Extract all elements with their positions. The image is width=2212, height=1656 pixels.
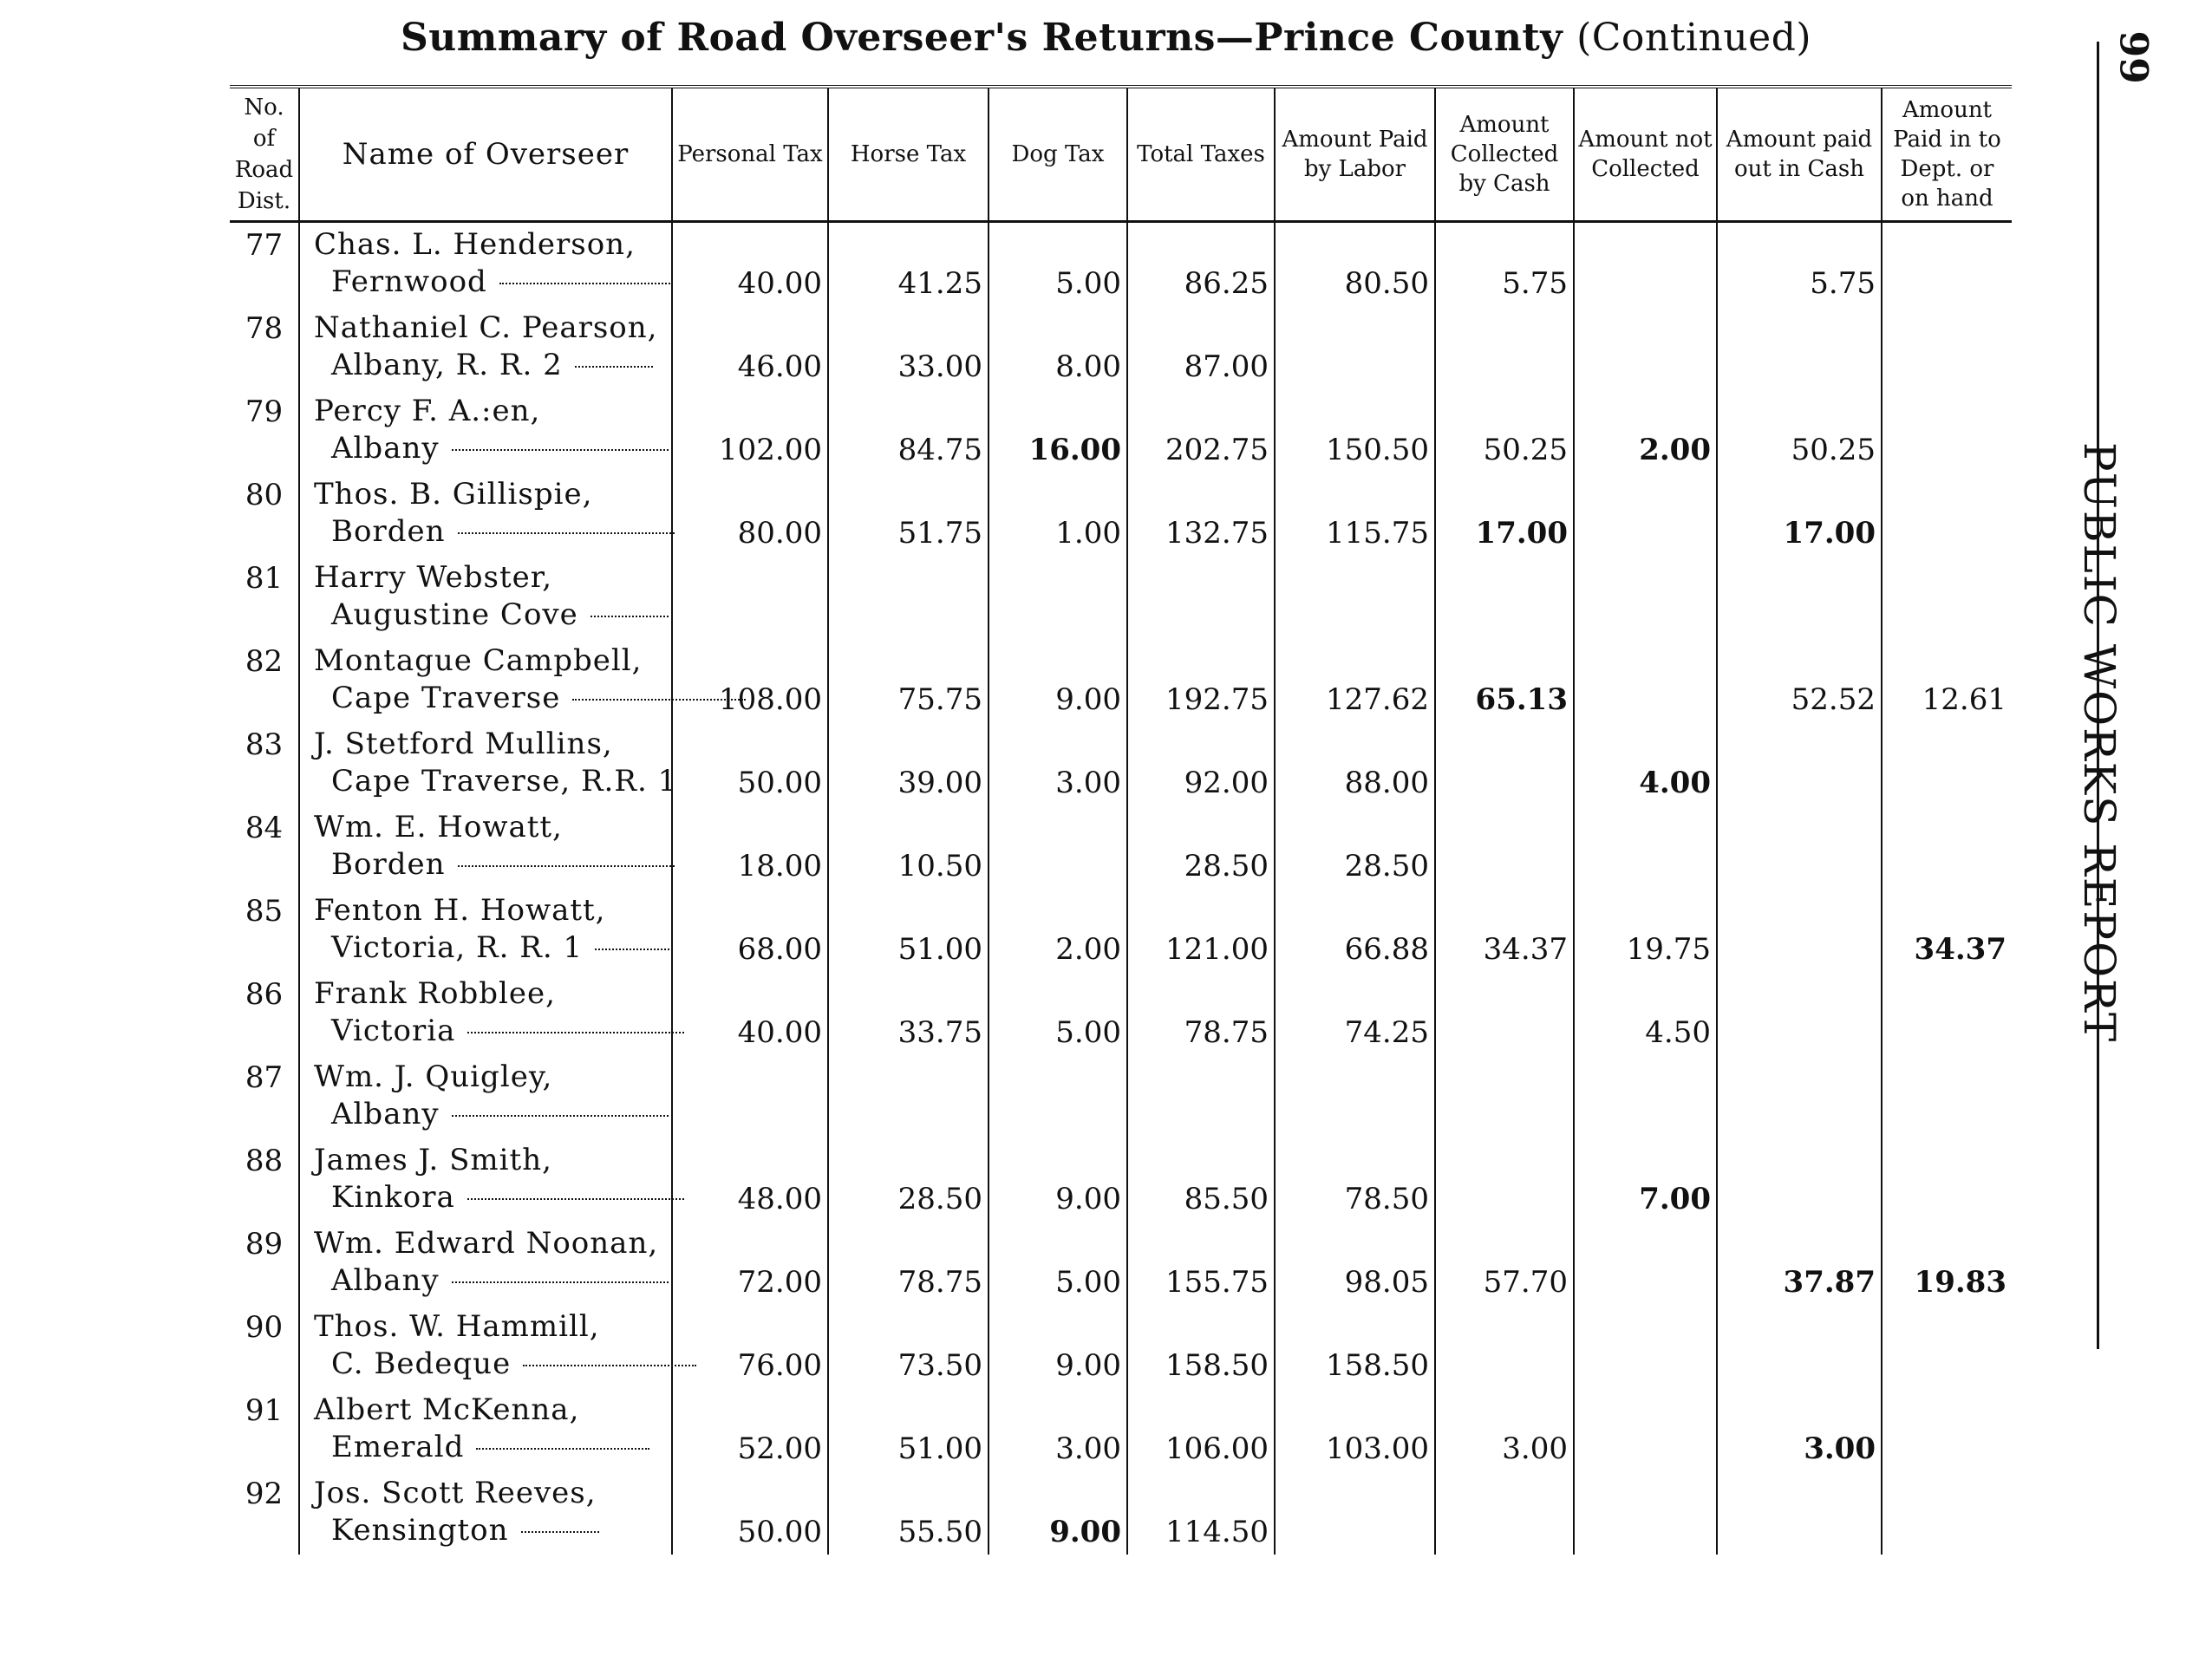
personal-tax: 50.00 xyxy=(672,1471,828,1555)
table-row xyxy=(230,1055,2012,1138)
paid-by-labor: 115.75 xyxy=(1275,473,1435,556)
total-taxes: 92.00 xyxy=(1127,722,1275,805)
row-number: 81 xyxy=(245,561,284,596)
not-collected xyxy=(1574,222,1717,307)
overseer-name: J. Stetford Mullins, xyxy=(314,727,613,761)
overseer-name: James J. Smith, xyxy=(314,1143,552,1177)
overseer-place: Albany xyxy=(314,1262,666,1300)
paid-to-dept: 19.83 xyxy=(1882,1222,2012,1305)
dog-tax: 8.00 xyxy=(989,306,1127,389)
dog-tax: 16.00 xyxy=(989,389,1127,473)
personal-tax: 108.00 xyxy=(672,639,828,722)
table-row xyxy=(230,556,2012,639)
horse-tax: 41.25 xyxy=(828,222,989,307)
paid-by-labor: 74.25 xyxy=(1275,972,1435,1055)
dog-tax: 5.00 xyxy=(989,1222,1127,1305)
not-collected xyxy=(1574,306,1717,389)
overseer-place: Albany, R. R. 2 xyxy=(314,347,666,384)
horse-tax: 78.75 xyxy=(828,1222,989,1305)
overseer-cell xyxy=(299,1471,672,1555)
dog-tax: 9.00 xyxy=(989,1138,1127,1222)
title-main: Summary of Road Overseer's Returns—Prince County xyxy=(400,16,1563,60)
row-number: 77 xyxy=(245,228,284,263)
overseer-cell xyxy=(299,389,672,473)
paid-by-labor xyxy=(1275,556,1435,639)
overseer-cell xyxy=(299,1388,672,1471)
page-number: 99 xyxy=(2111,30,2156,84)
paid-to-dept: 34.37 xyxy=(1882,889,2012,972)
paid-out-cash xyxy=(1717,1471,1882,1555)
not-collected xyxy=(1574,556,1717,639)
overseer-place: Borden xyxy=(314,513,666,551)
dog-tax: 5.00 xyxy=(989,222,1127,307)
total-taxes: 158.50 xyxy=(1127,1305,1275,1388)
dog-tax: 9.00 xyxy=(989,1471,1127,1555)
paid-to-dept xyxy=(1882,972,2012,1055)
header-name: Name of Overseer xyxy=(299,87,672,222)
paid-by-labor: 127.62 xyxy=(1275,639,1435,722)
row-number: 91 xyxy=(245,1393,284,1428)
collected-by-cash: 34.37 xyxy=(1435,889,1574,972)
row-number: 90 xyxy=(245,1310,284,1345)
collected-by-cash: 5.75 xyxy=(1435,222,1574,307)
overseer-place: C. Bedeque xyxy=(314,1346,666,1383)
overseer-cell xyxy=(299,1305,672,1388)
overseer-place: Victoria xyxy=(314,1013,666,1050)
personal-tax: 52.00 xyxy=(672,1388,828,1471)
overseer-place: Augustine Cove xyxy=(314,597,666,634)
row-number: 78 xyxy=(245,311,284,346)
paid-out-cash xyxy=(1717,889,1882,972)
table-row xyxy=(230,1305,2012,1388)
dog-tax xyxy=(989,556,1127,639)
overseer-cell xyxy=(299,972,672,1055)
row-number: 89 xyxy=(245,1227,284,1262)
overseer-name: Thos. W. Hammill, xyxy=(314,1309,600,1344)
table-row xyxy=(230,1388,2012,1471)
overseer-name: Albert McKenna, xyxy=(314,1392,580,1427)
overseer-place: Kinkora xyxy=(314,1179,666,1216)
table-row xyxy=(230,473,2012,556)
table-row xyxy=(230,805,2012,889)
overseer-place: Fernwood xyxy=(314,264,666,301)
row-number: 84 xyxy=(245,811,284,845)
paid-to-dept xyxy=(1882,556,2012,639)
total-taxes: 132.75 xyxy=(1127,473,1275,556)
collected-by-cash xyxy=(1435,722,1574,805)
paid-out-cash: 37.87 xyxy=(1717,1222,1882,1305)
not-collected xyxy=(1574,473,1717,556)
horse-tax: 73.50 xyxy=(828,1305,989,1388)
horse-tax: 84.75 xyxy=(828,389,989,473)
horse-tax: 51.00 xyxy=(828,1388,989,1471)
row-number: 87 xyxy=(245,1060,284,1095)
paid-to-dept xyxy=(1882,805,2012,889)
not-collected: 19.75 xyxy=(1574,889,1717,972)
overseer-cell xyxy=(299,639,672,722)
overseer-place: Albany xyxy=(314,1096,666,1133)
overseer-cell xyxy=(299,556,672,639)
not-collected xyxy=(1574,1388,1717,1471)
personal-tax: 50.00 xyxy=(672,722,828,805)
collected-by-cash xyxy=(1435,306,1574,389)
header-paid-out-cash: Amount paid out in Cash xyxy=(1717,87,1882,222)
horse-tax xyxy=(828,1055,989,1138)
row-number: 85 xyxy=(245,894,284,929)
paid-out-cash xyxy=(1717,722,1882,805)
horse-tax: 28.50 xyxy=(828,1138,989,1222)
overseer-cell xyxy=(299,805,672,889)
table-row xyxy=(230,306,2012,389)
paid-out-cash: 50.25 xyxy=(1717,389,1882,473)
table-body xyxy=(230,222,2012,1555)
overseer-cell xyxy=(299,222,672,307)
table-row xyxy=(230,889,2012,972)
overseer-cell xyxy=(299,889,672,972)
table-row xyxy=(230,639,2012,722)
header-not-collected: Amount not Collected xyxy=(1574,87,1717,222)
overseer-name: Thos. B. Gillispie, xyxy=(314,477,593,512)
horse-tax: 39.00 xyxy=(828,722,989,805)
header-collected-by-cash: Amount Collected by Cash xyxy=(1435,87,1574,222)
row-number: 86 xyxy=(245,977,284,1012)
not-collected xyxy=(1574,1305,1717,1388)
dog-tax: 9.00 xyxy=(989,639,1127,722)
not-collected xyxy=(1574,639,1717,722)
overseer-place: Cape Traverse xyxy=(314,680,666,717)
collected-by-cash: 50.25 xyxy=(1435,389,1574,473)
total-taxes: 192.75 xyxy=(1127,639,1275,722)
total-taxes: 86.25 xyxy=(1127,222,1275,307)
personal-tax: 48.00 xyxy=(672,1138,828,1222)
overseer-name: Chas. L. Henderson, xyxy=(314,227,636,262)
not-collected: 7.00 xyxy=(1574,1138,1717,1222)
paid-out-cash xyxy=(1717,556,1882,639)
not-collected: 4.50 xyxy=(1574,972,1717,1055)
paid-by-labor: 158.50 xyxy=(1275,1305,1435,1388)
total-taxes: 155.75 xyxy=(1127,1222,1275,1305)
overseer-cell xyxy=(299,1222,672,1305)
paid-out-cash xyxy=(1717,1055,1882,1138)
dog-tax: 2.00 xyxy=(989,889,1127,972)
horse-tax xyxy=(828,556,989,639)
overseer-name: Jos. Scott Reeves, xyxy=(314,1476,597,1510)
collected-by-cash: 3.00 xyxy=(1435,1388,1574,1471)
overseer-place: Emerald xyxy=(314,1429,666,1466)
row-number: 88 xyxy=(245,1144,284,1178)
personal-tax: 80.00 xyxy=(672,473,828,556)
header-no: No. of Road Dist. xyxy=(230,87,299,222)
total-taxes: 202.75 xyxy=(1127,389,1275,473)
paid-to-dept xyxy=(1882,1305,2012,1388)
personal-tax: 40.00 xyxy=(672,972,828,1055)
table-row xyxy=(230,1222,2012,1305)
horse-tax: 10.50 xyxy=(828,805,989,889)
row-number: 79 xyxy=(245,394,284,429)
table-row xyxy=(230,1471,2012,1555)
horse-tax: 75.75 xyxy=(828,639,989,722)
total-taxes: 121.00 xyxy=(1127,889,1275,972)
paid-out-cash xyxy=(1717,972,1882,1055)
dog-tax: 1.00 xyxy=(989,473,1127,556)
overseer-cell xyxy=(299,1055,672,1138)
title-continued: (Continued) xyxy=(1576,16,1812,60)
dog-tax: 3.00 xyxy=(989,722,1127,805)
paid-by-labor: 28.50 xyxy=(1275,805,1435,889)
header-dog-tax: Dog Tax xyxy=(989,87,1127,222)
running-head: PUBLIC WORKS REPORT xyxy=(2074,442,2124,1044)
total-taxes: 114.50 xyxy=(1127,1471,1275,1555)
paid-to-dept xyxy=(1882,473,2012,556)
table-row xyxy=(230,389,2012,473)
header-row xyxy=(230,87,2012,222)
row-number: 92 xyxy=(245,1477,284,1511)
overseer-cell xyxy=(299,306,672,389)
paid-to-dept xyxy=(1882,1471,2012,1555)
table-row xyxy=(230,222,2012,307)
dog-tax xyxy=(989,1055,1127,1138)
personal-tax xyxy=(672,1055,828,1138)
paid-to-dept xyxy=(1882,722,2012,805)
paid-out-cash: 5.75 xyxy=(1717,222,1882,307)
horse-tax: 55.50 xyxy=(828,1471,989,1555)
collected-by-cash xyxy=(1435,1471,1574,1555)
paid-by-labor: 78.50 xyxy=(1275,1138,1435,1222)
overseer-name: Wm. E. Howatt, xyxy=(314,810,563,844)
overseer-name: Nathaniel C. Pearson, xyxy=(314,310,658,345)
dog-tax: 3.00 xyxy=(989,1388,1127,1471)
overseer-name: Wm. Edward Noonan, xyxy=(314,1226,659,1261)
personal-tax xyxy=(672,556,828,639)
overseer-place: Kensington xyxy=(314,1512,666,1549)
not-collected: 2.00 xyxy=(1574,389,1717,473)
total-taxes: 87.00 xyxy=(1127,306,1275,389)
paid-out-cash: 3.00 xyxy=(1717,1388,1882,1471)
overseer-cell xyxy=(299,473,672,556)
overseer-name: Percy F. A.:en, xyxy=(314,394,541,428)
page-title xyxy=(0,16,2212,60)
table-row xyxy=(230,972,2012,1055)
dog-tax: 9.00 xyxy=(989,1305,1127,1388)
header-paid-to-dept: Amount Paid in to Dept. or on hand xyxy=(1882,87,2012,222)
overseer-place: Cape Traverse, R.R. 1 xyxy=(331,764,678,799)
paid-out-cash xyxy=(1717,1138,1882,1222)
header-personal-tax: Personal Tax xyxy=(672,87,828,222)
collected-by-cash xyxy=(1435,1305,1574,1388)
paid-by-labor xyxy=(1275,1055,1435,1138)
paid-by-labor xyxy=(1275,1471,1435,1555)
paid-by-labor: 150.50 xyxy=(1275,389,1435,473)
personal-tax: 72.00 xyxy=(672,1222,828,1305)
personal-tax: 46.00 xyxy=(672,306,828,389)
header-total-taxes: Total Taxes xyxy=(1127,87,1275,222)
overseer-name: Frank Robblee, xyxy=(314,976,556,1011)
paid-to-dept xyxy=(1882,306,2012,389)
total-taxes: 106.00 xyxy=(1127,1388,1275,1471)
paid-by-labor: 66.88 xyxy=(1275,889,1435,972)
horse-tax: 51.00 xyxy=(828,889,989,972)
dog-tax: 5.00 xyxy=(989,972,1127,1055)
paid-by-labor: 80.50 xyxy=(1275,222,1435,307)
not-collected xyxy=(1574,1471,1717,1555)
horse-tax: 33.00 xyxy=(828,306,989,389)
overseer-name: Montague Campbell, xyxy=(314,643,643,678)
total-taxes xyxy=(1127,1055,1275,1138)
overseer-place: Albany xyxy=(314,430,666,467)
collected-by-cash: 17.00 xyxy=(1435,473,1574,556)
overseer-name: Fenton H. Howatt, xyxy=(314,893,606,928)
personal-tax: 18.00 xyxy=(672,805,828,889)
collected-by-cash xyxy=(1435,556,1574,639)
overseer-name: Harry Webster, xyxy=(314,560,553,595)
overseer-place: Borden xyxy=(314,846,666,883)
horse-tax: 51.75 xyxy=(828,473,989,556)
not-collected: 4.00 xyxy=(1574,722,1717,805)
row-number: 82 xyxy=(245,644,284,679)
header-paid-by-labor: Amount Paid by Labor xyxy=(1275,87,1435,222)
paid-by-labor xyxy=(1275,306,1435,389)
header-horse-tax: Horse Tax xyxy=(828,87,989,222)
collected-by-cash: 65.13 xyxy=(1435,639,1574,722)
paid-to-dept xyxy=(1882,1388,2012,1471)
paid-out-cash xyxy=(1717,1305,1882,1388)
dog-tax xyxy=(989,805,1127,889)
overseer-cell xyxy=(299,1138,672,1222)
paid-by-labor: 103.00 xyxy=(1275,1388,1435,1471)
paid-out-cash: 17.00 xyxy=(1717,473,1882,556)
paid-to-dept xyxy=(1882,222,2012,307)
not-collected xyxy=(1574,805,1717,889)
not-collected xyxy=(1574,1222,1717,1305)
collected-by-cash xyxy=(1435,1138,1574,1222)
personal-tax: 102.00 xyxy=(672,389,828,473)
table-row xyxy=(230,722,2012,805)
row-number: 83 xyxy=(245,727,284,762)
horse-tax: 33.75 xyxy=(828,972,989,1055)
row-number: 80 xyxy=(245,478,284,512)
paid-by-labor: 98.05 xyxy=(1275,1222,1435,1305)
paid-to-dept xyxy=(1882,1055,2012,1138)
collected-by-cash xyxy=(1435,1055,1574,1138)
total-taxes: 28.50 xyxy=(1127,805,1275,889)
overseer-place: Victoria, R. R. 1 xyxy=(314,929,666,967)
overseer-returns-table xyxy=(230,85,2012,1555)
collected-by-cash xyxy=(1435,805,1574,889)
collected-by-cash xyxy=(1435,972,1574,1055)
paid-to-dept xyxy=(1882,1138,2012,1222)
overseer-name: Wm. J. Quigley, xyxy=(314,1059,553,1094)
paid-out-cash xyxy=(1717,805,1882,889)
personal-tax: 76.00 xyxy=(672,1305,828,1388)
overseer-cell xyxy=(299,722,678,805)
paid-to-dept: 12.61 xyxy=(1882,639,2012,722)
total-taxes: 78.75 xyxy=(1127,972,1275,1055)
paid-out-cash xyxy=(1717,306,1882,389)
table-row xyxy=(230,1138,2012,1222)
total-taxes xyxy=(1127,556,1275,639)
personal-tax: 68.00 xyxy=(672,889,828,972)
paid-out-cash: 52.52 xyxy=(1717,639,1882,722)
paid-to-dept xyxy=(1882,389,2012,473)
collected-by-cash: 57.70 xyxy=(1435,1222,1574,1305)
not-collected xyxy=(1574,1055,1717,1138)
paid-by-labor: 88.00 xyxy=(1275,722,1435,805)
personal-tax: 40.00 xyxy=(672,222,828,307)
total-taxes: 85.50 xyxy=(1127,1138,1275,1222)
